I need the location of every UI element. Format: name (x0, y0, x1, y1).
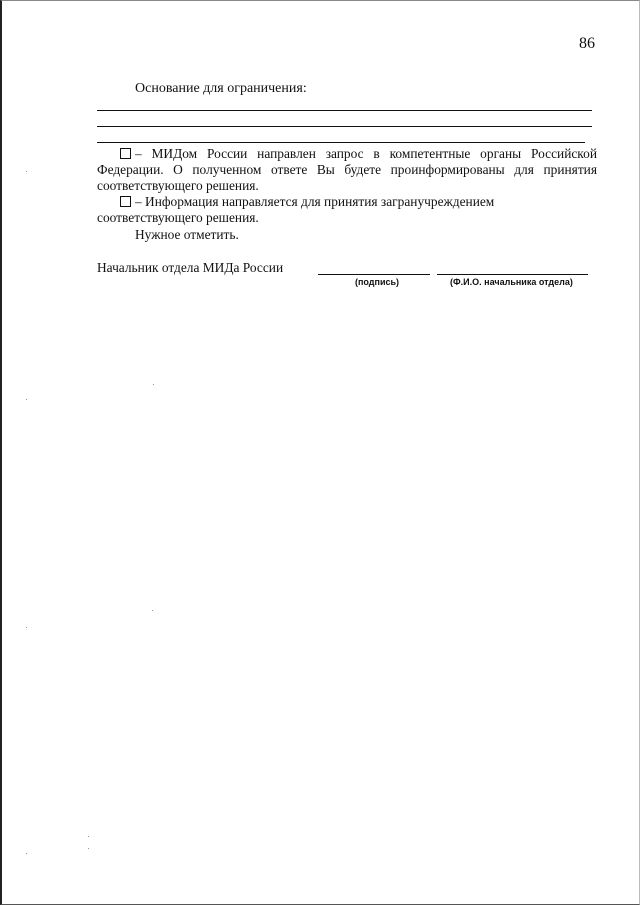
scan-speck (88, 848, 89, 849)
basis-line-2 (97, 126, 592, 127)
checkbox-icon[interactable] (120, 148, 131, 159)
signature-caption: (подпись) (355, 277, 400, 287)
mark-required-note: Нужное отметить. (135, 227, 239, 242)
scan-speck (26, 399, 27, 400)
basis-line-1 (97, 110, 592, 111)
full-name-caption: (Ф.И.О. начальника отдела) (450, 277, 573, 287)
restriction-basis-label: Основание для ограничения: (135, 81, 307, 96)
full-name-line (437, 274, 588, 275)
scan-speck (88, 836, 89, 837)
signature-line (318, 274, 430, 275)
option-2-line-2: соответствующего решения. (97, 210, 259, 225)
scan-speck (26, 627, 27, 628)
option-info-forwarded (97, 194, 597, 226)
option-1-line-1: – МИДом России направлен запрос в компетентные органы Российской (97, 146, 597, 162)
scan-speck (26, 171, 27, 172)
scan-speck (152, 610, 153, 611)
option-request-sent (97, 146, 597, 194)
signer-title: Начальник отдела МИДа России (97, 260, 284, 275)
option-1-line-2: Федерации. О полученном ответе Вы будете проинформированы для принятия (97, 162, 597, 177)
page-number: 86 (579, 35, 595, 52)
option-2-line-1: – Информация направляется для принятия загранучреждением (97, 194, 597, 210)
checkbox-icon[interactable] (120, 196, 131, 207)
scan-speck (153, 384, 154, 385)
option-1-line-3: соответствующего решения. (97, 178, 259, 193)
basis-line-3 (97, 142, 585, 143)
scan-speck (26, 853, 27, 854)
